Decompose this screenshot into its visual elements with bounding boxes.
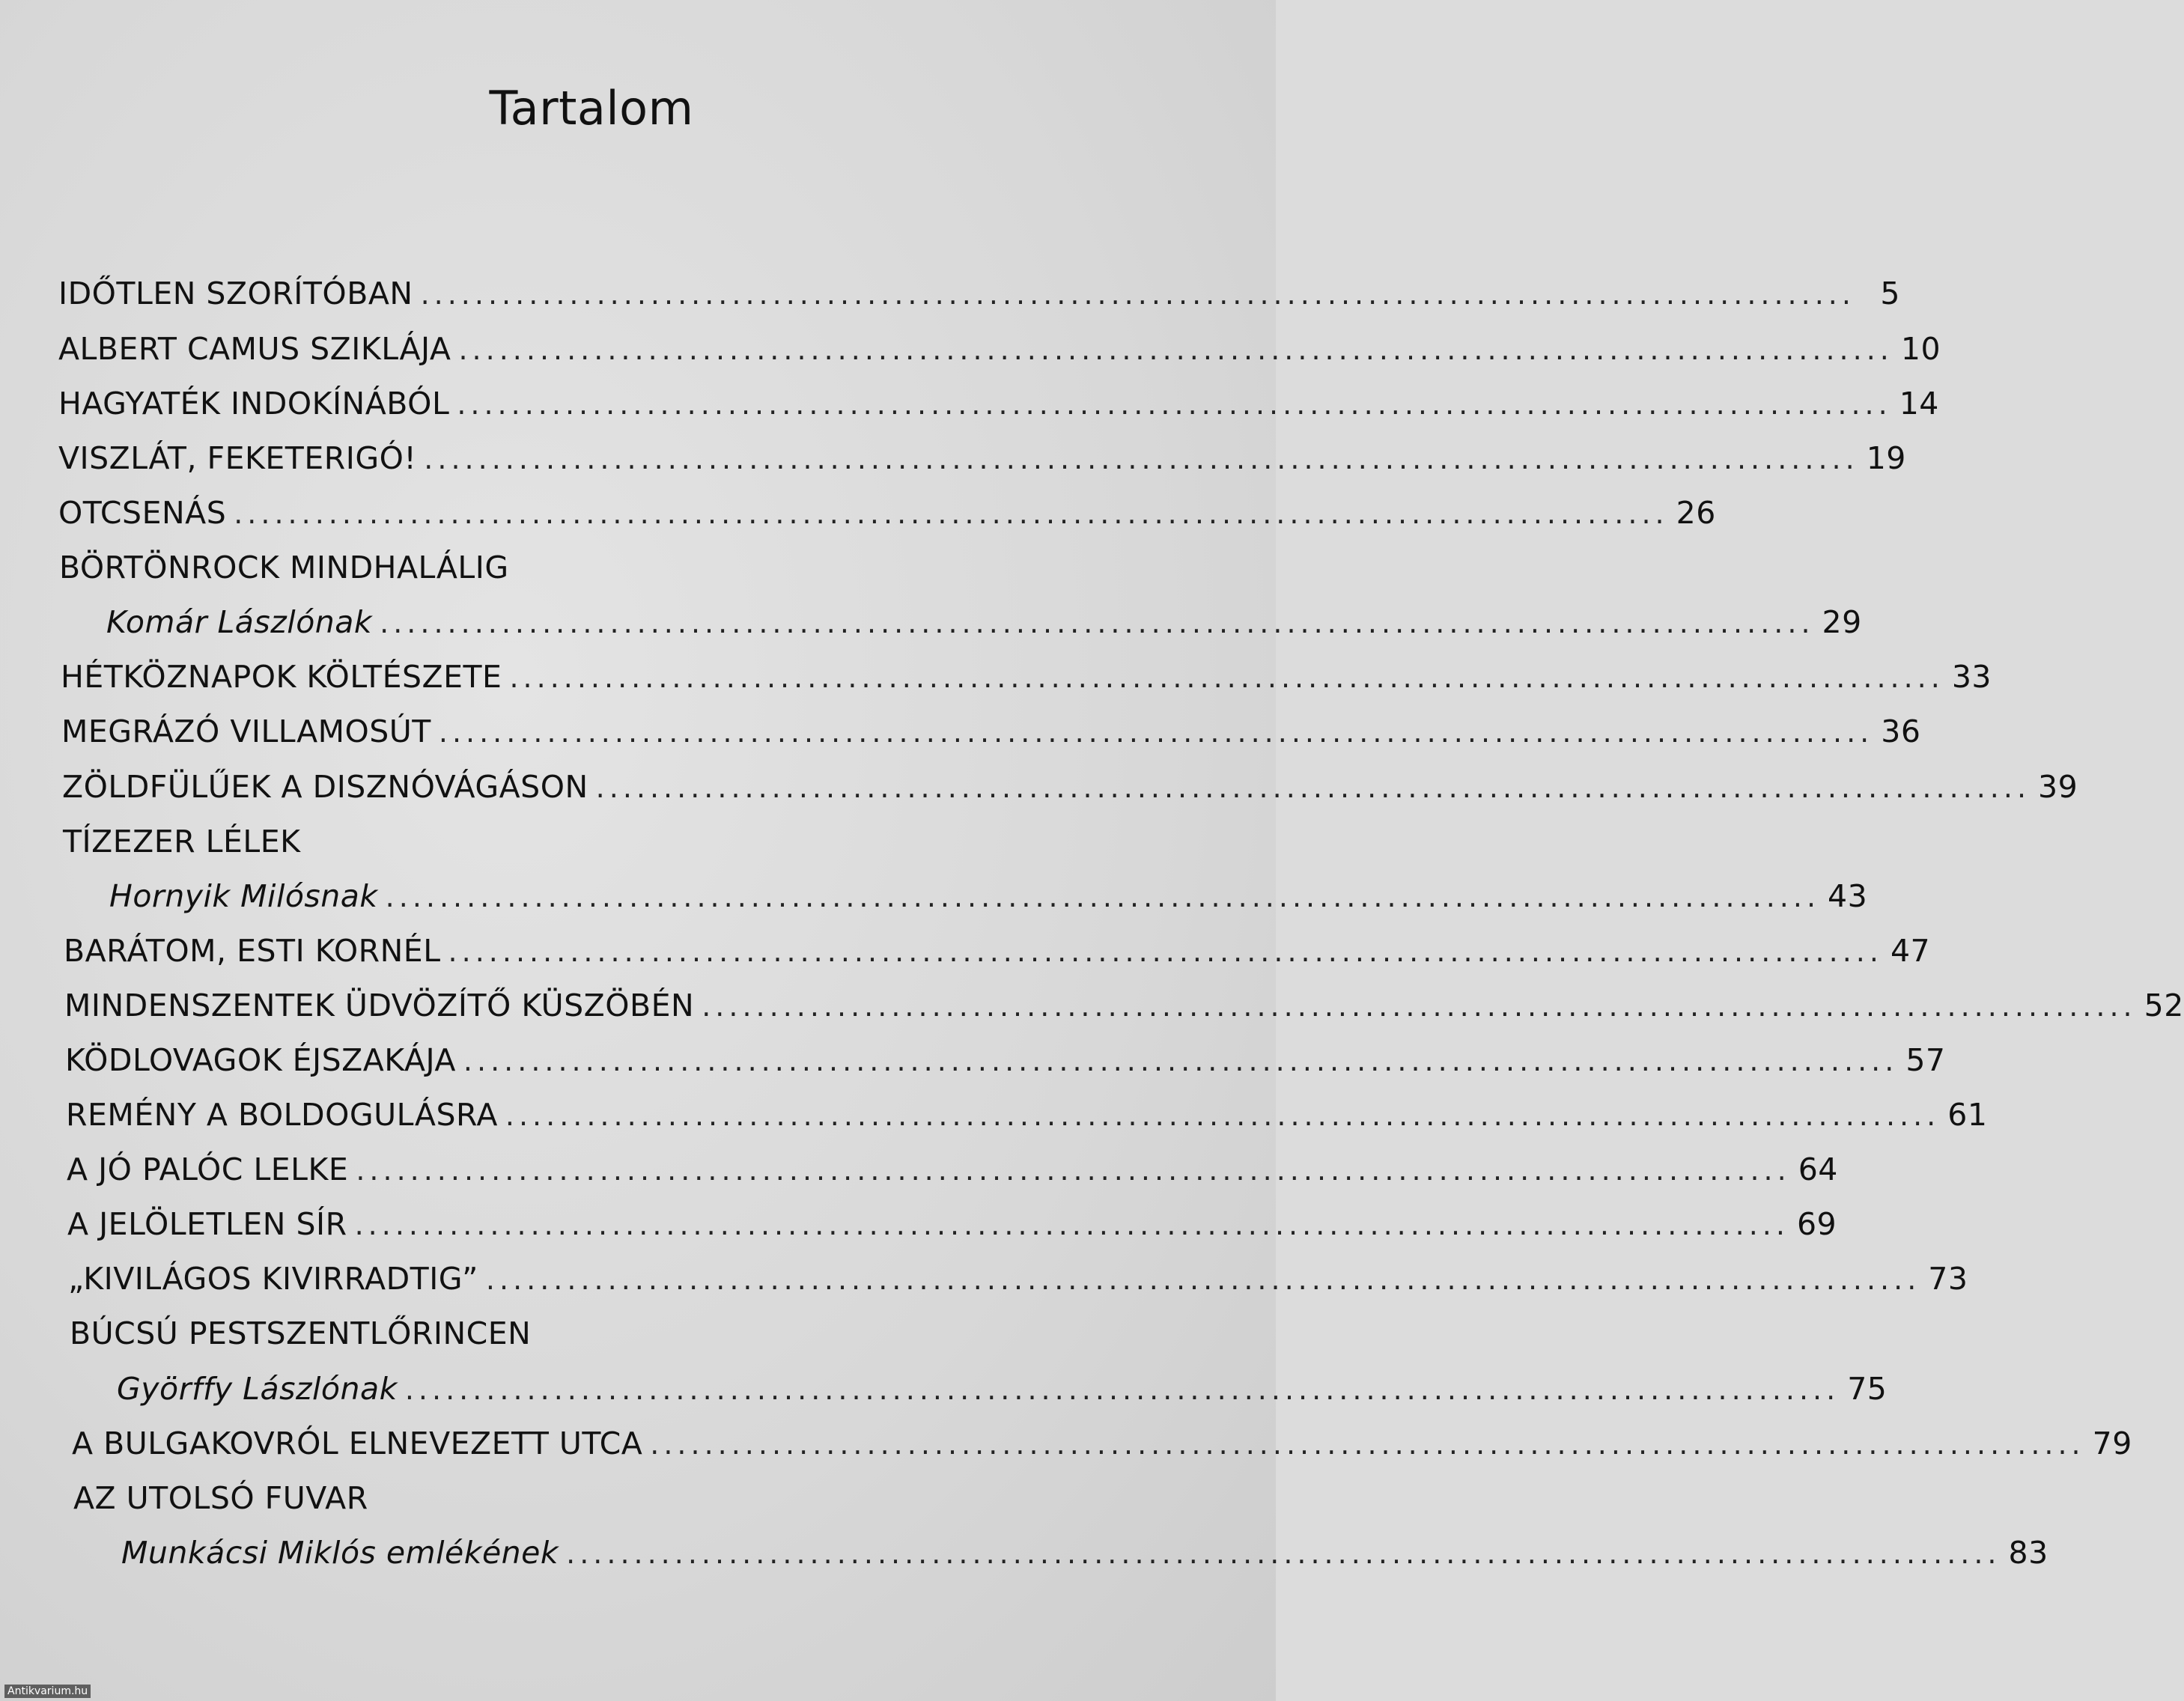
toc-entry-page: 33 xyxy=(1951,659,1992,695)
leader-dots: .......................................................................................................... xyxy=(463,1044,1899,1077)
toc-entry-page: 19 xyxy=(1866,440,1906,476)
toc-entry-page: 57 xyxy=(1905,1042,1946,1078)
leader-dots: .......................................................................................................... xyxy=(354,1208,1789,1241)
toc-entry-page: 52 xyxy=(2144,988,2184,1023)
leader-dots: .......................................................................................................... xyxy=(404,1373,1840,1406)
toc-entry-page: 64 xyxy=(1798,1151,1838,1187)
toc-entry-title: KÖDLOVAGOK ÉJSZAKÁJA xyxy=(65,1042,456,1078)
toc-entry-title: IDŐTLEN SZORÍTÓBAN xyxy=(58,276,413,311)
toc-entry-title: VISZLÁT, FEKETERIGÓ! xyxy=(58,440,417,476)
toc-entry xyxy=(61,659,1992,704)
toc-entry-page: 61 xyxy=(1947,1097,1988,1133)
leader-dots: .......................................................................................................... xyxy=(509,661,1944,694)
toc-entry-page: 29 xyxy=(1822,604,1862,640)
leader-dots: .......................................................................................................... xyxy=(380,606,1815,639)
toc-entry-dedication xyxy=(121,1535,2048,1580)
leader-dots: .......................................................................................................... xyxy=(505,1099,1941,1132)
toc-entry-page: 14 xyxy=(1899,386,1939,422)
leader-dots: .......................................................................................................... xyxy=(702,990,2137,1023)
toc-entry xyxy=(58,276,1900,320)
leader-dots: .......................................................................................................... xyxy=(438,716,1874,749)
toc-entry xyxy=(66,1097,1988,1142)
toc-entry-page: 36 xyxy=(1881,713,1921,749)
toc-entry xyxy=(64,988,2184,1032)
toc-entry-title: Komár Lászlónak xyxy=(106,604,373,640)
toc-entry xyxy=(72,1425,2132,1470)
leader-dots: .......................................................................................................... xyxy=(457,388,1892,421)
toc-entry-title: ZÖLDFÜLŰEK A DISZNÓVÁGÁSON xyxy=(62,769,588,805)
toc-entry-page: 73 xyxy=(1928,1261,1968,1297)
toc-entry-page: 69 xyxy=(1796,1206,1837,1242)
toc-entry-title: A BULGAKOVRÓL ELNEVEZETT UTCA xyxy=(72,1425,643,1461)
toc-entry-title: A JÓ PALÓC LELKE xyxy=(67,1151,349,1187)
toc-entry-page: 5 xyxy=(1880,276,1900,311)
toc-entry-page: 43 xyxy=(1828,878,1868,914)
leader-dots: .......................................................................................................... xyxy=(385,880,1821,913)
page-title: Tartalom xyxy=(489,81,694,136)
watermark-label: Antikvarium.hu xyxy=(4,1685,91,1698)
toc-entry xyxy=(64,933,1931,978)
leader-dots: .......................................................................................................... xyxy=(234,497,1669,530)
leader-dots: .......................................................................................................... xyxy=(420,278,1855,311)
toc-entry-title: AZ UTOLSÓ FUVAR xyxy=(73,1480,368,1516)
toc-entry-page: 10 xyxy=(1900,331,1941,367)
toc-entry-page: 39 xyxy=(2038,769,2078,805)
toc-entry xyxy=(62,769,2078,814)
leader-dots: .......................................................................................................... xyxy=(424,442,1859,475)
toc-entry-page: 26 xyxy=(1676,495,1716,531)
toc-entry-title: Hornyik Milósnak xyxy=(109,878,378,914)
toc-entry xyxy=(61,713,1921,758)
toc-entry xyxy=(63,824,1146,868)
leader-dots: .......................................................................................................... xyxy=(485,1263,1921,1296)
toc-entry-title: HÉTKÖZNAPOK KÖLTÉSZETE xyxy=(61,659,502,695)
leader-dots: .......................................................................................................... xyxy=(458,333,1893,366)
leader-dots: .......................................................................................................... xyxy=(595,771,2031,804)
toc-entry-dedication xyxy=(106,604,1862,649)
toc-entry-title: Munkácsi Miklós emlékének xyxy=(121,1535,559,1571)
toc-entry xyxy=(73,1480,1164,1525)
toc-entry-title: REMÉNY A BOLDOGULÁSRA xyxy=(66,1097,498,1133)
toc-entry xyxy=(59,550,1137,594)
toc-entry-title: TÍZEZER LÉLEK xyxy=(63,824,301,859)
toc-entry-title: BÖRTÖNROCK MINDHALÁLIG xyxy=(59,550,509,585)
toc-entry-dedication xyxy=(117,1371,1888,1416)
toc-entry-title: OTCSENÁS xyxy=(58,495,227,531)
toc-entry-page: 47 xyxy=(1890,933,1931,969)
toc-entry-title: Györffy Lászlónak xyxy=(117,1371,398,1407)
leader-dots: .......................................................................................................... xyxy=(356,1154,1791,1187)
toc-entry-page: 79 xyxy=(2092,1425,2132,1461)
leader-dots: .......................................................................................................... xyxy=(650,1428,2085,1461)
toc-entry xyxy=(58,386,1939,430)
toc-entry-title: MINDENSZENTEK ÜDVÖZÍTŐ KÜSZÖBÉN xyxy=(64,988,695,1023)
toc-entry xyxy=(65,1042,1946,1087)
toc-entry xyxy=(58,495,1716,540)
toc-entry-title: BÚCSÚ PESTSZENTLŐRINCEN xyxy=(70,1315,532,1351)
toc-entry xyxy=(67,1206,1837,1251)
toc-entry-title: A JELÖLETLEN SÍR xyxy=(67,1206,347,1242)
toc-entry-page: 83 xyxy=(2008,1535,2048,1571)
toc-entry xyxy=(58,440,1906,485)
toc-entry-title: HAGYATÉK INDOKÍNÁBÓL xyxy=(58,386,450,422)
toc-entry-title: BARÁTOM, ESTI KORNÉL xyxy=(64,933,441,969)
toc-entry-dedication xyxy=(109,878,1868,923)
toc-entry xyxy=(58,331,1941,376)
toc-entry xyxy=(68,1261,1968,1306)
toc-entry-title: „KIVILÁGOS KIVIRRADTIG” xyxy=(68,1261,478,1297)
leader-dots: .......................................................................................................... xyxy=(448,935,1883,968)
toc-entry xyxy=(67,1151,1838,1196)
leader-dots: .......................................................................................................... xyxy=(566,1537,2001,1570)
toc-entry-title: MEGRÁZÓ VILLAMOSÚT xyxy=(61,713,431,749)
toc-entry-page: 75 xyxy=(1847,1371,1888,1407)
toc-entry xyxy=(70,1315,1159,1360)
toc-entry-title: ALBERT CAMUS SZIKLÁJA xyxy=(58,331,451,367)
